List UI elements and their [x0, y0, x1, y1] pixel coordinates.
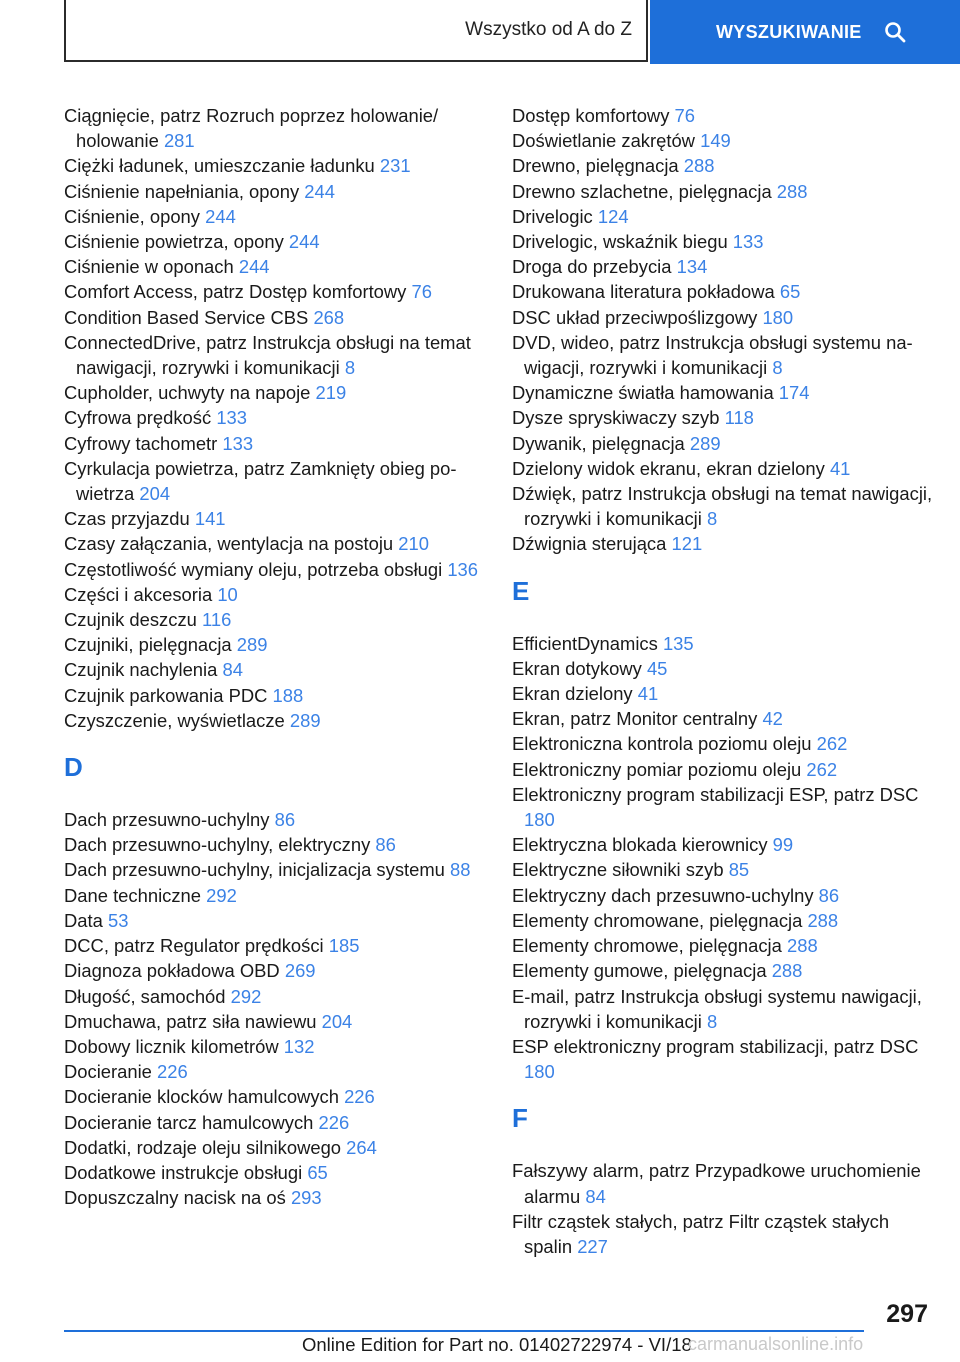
index-column-left [64, 103, 484, 1210]
page-reference-link[interactable]: 124 [597, 205, 629, 227]
index-entry [512, 782, 936, 832]
page-reference-link[interactable]: 84 [585, 1185, 606, 1207]
index-entry-text: Elementy gumowe, pielęgnacja [512, 960, 767, 982]
search-label: WYSZUKIWANIE [716, 21, 862, 42]
page-reference-link[interactable]: 210 [398, 533, 429, 555]
index-entry-text: Cyfrowa prędkość [64, 407, 212, 429]
page-reference-link[interactable]: 133 [222, 432, 254, 454]
page-reference-link[interactable]: 141 [194, 508, 226, 530]
index-entry-text: Dźwignia sterująca [512, 533, 667, 555]
index-entry [64, 607, 484, 632]
page-reference-link[interactable]: 76 [411, 281, 432, 303]
index-entry [512, 656, 936, 681]
page-reference-link[interactable]: 262 [806, 758, 838, 780]
page-reference-link[interactable]: 133 [216, 407, 247, 429]
page-reference-link[interactable]: 269 [284, 960, 316, 982]
page-reference-link[interactable]: 8 [344, 357, 356, 379]
index-entry [512, 531, 936, 556]
page-reference-link[interactable]: 288 [683, 155, 715, 177]
page-reference-link[interactable]: 204 [139, 483, 171, 505]
index-entry-text: Doświetlanie zakrętów [512, 130, 695, 152]
index-entry-text: Czas przyjazdu [64, 508, 190, 530]
index-entry-text: Dopuszczalny nacisk na oś [64, 1187, 286, 1209]
index-entry-text: Ciśnienie w oponach [64, 256, 234, 278]
index-entry-text: Czyszczenie, wyświetlacze [64, 709, 285, 731]
page-reference-link[interactable]: 219 [315, 382, 347, 404]
index-entry-text: Ekran, patrz Monitor centralny [512, 708, 758, 730]
index-entry [64, 683, 484, 708]
index-entry [64, 657, 484, 682]
page-reference-link[interactable]: 132 [283, 1035, 315, 1057]
index-entry-text: Elektryczne siłowniki szyb [512, 859, 724, 881]
index-entry-text: Ciśnienie powietrza, opony [64, 231, 284, 253]
page-reference-link[interactable]: 42 [762, 708, 783, 730]
index-entry [64, 1160, 484, 1185]
index-entry [64, 103, 484, 153]
index-entry [64, 431, 484, 456]
index-entry [512, 1034, 936, 1084]
index-entry [512, 456, 936, 481]
index-entry-text: Data [64, 909, 103, 931]
index-entry [512, 681, 936, 706]
index-entry [512, 832, 936, 857]
index-letter-heading: F [512, 1103, 528, 1134]
index-entry-text: Czujnik parkowania PDC [64, 684, 268, 706]
index-entry-text: Cyrkulacja powietrza, patrz Zamknięty obieg powietrza [64, 457, 457, 505]
index-entry [512, 431, 936, 456]
index-entry [64, 933, 484, 958]
page-reference-link[interactable]: 188 [272, 684, 304, 706]
index-entry-text: Części i akcesoria [64, 583, 213, 605]
index-entry-text: Drivelogic, wskaźnik biegu [512, 231, 728, 253]
index-entry [64, 229, 484, 254]
index-entry-text: Ciężki ładunek, umieszczanie ładunku [64, 155, 375, 177]
index-entry-text: Drewno szlachetne, pielęgnacja [512, 180, 772, 202]
index-entry [512, 1209, 936, 1259]
page-reference-link[interactable]: 8 [772, 357, 783, 379]
index-entry-text: Docieranie tarcz hamulcowych [64, 1111, 314, 1133]
index-entry [64, 807, 484, 832]
page-reference-link[interactable]: 180 [762, 306, 794, 328]
index-entry [64, 531, 484, 556]
index-entry-text: Dach przesuwno-uchylny [64, 809, 270, 831]
index-entry-text: Ekran dotykowy [512, 657, 642, 679]
index-column-right [512, 103, 936, 1259]
index-entry [512, 857, 936, 882]
page-reference-link[interactable]: 41 [829, 457, 851, 479]
page-reference-link[interactable]: 180 [524, 809, 555, 831]
index-entry-text: Filtr cząstek stałych, patrz Filtr cząstek stałych spalin [512, 1210, 890, 1257]
page-reference-link[interactable]: 292 [206, 884, 237, 906]
index-entry-text: ConnectedDrive, patrz Instrukcja obsługi na temat nawigacji, rozrywki i komunikacji [64, 331, 471, 379]
index-entry-text: Dach przesuwno-uchylny, inicjalizacja systemu [64, 859, 445, 881]
index-entry-text: Fałszywy alarm, patrz Przypadkowe uruchomienie alarmu [512, 1160, 921, 1207]
index-entry [64, 1034, 484, 1059]
page-reference-link[interactable]: 244 [288, 231, 320, 253]
index-entry [512, 731, 936, 756]
index-entry [64, 708, 484, 733]
page-reference-link[interactable]: 281 [163, 130, 195, 152]
page-reference-link[interactable]: 289 [289, 709, 321, 731]
index-entry-text: Czujnik nachylenia [64, 659, 218, 681]
index-entry [64, 405, 484, 430]
index-entry [512, 757, 936, 782]
index-entry-text: Dynamiczne światła hamowania [512, 382, 774, 404]
page-reference-link[interactable]: 174 [778, 382, 810, 404]
index-entry [512, 933, 936, 958]
tab-a-to-z[interactable] [64, 0, 648, 62]
index-entry [64, 254, 484, 279]
index-entry [512, 631, 936, 656]
index-entry [64, 908, 484, 933]
index-entry-text: Dodatki, rodzaje oleju silnikowego [64, 1136, 342, 1158]
page-reference-link[interactable]: 289 [236, 634, 268, 656]
index-entry-text: Cupholder, uchwyty na napoje [64, 382, 311, 404]
index-entry-text: Docieranie [64, 1061, 152, 1083]
index-entry [64, 179, 484, 204]
page-reference-link[interactable]: 86 [375, 834, 396, 856]
page-reference-link[interactable]: 85 [728, 859, 750, 881]
index-entry [512, 706, 936, 731]
page-reference-link[interactable]: 244 [205, 205, 236, 227]
index-entry-text: Dmuchawa, patrz siła nawiewu [64, 1010, 317, 1032]
index-entry [64, 330, 484, 380]
index-entry [64, 1059, 484, 1084]
page-reference-link[interactable]: 180 [524, 1061, 555, 1083]
index-entry [64, 832, 484, 857]
index-entry-text: Czujnik deszczu [64, 609, 197, 631]
page-reference-link[interactable]: 65 [779, 281, 801, 303]
page-reference-link[interactable]: 121 [671, 533, 703, 555]
page-reference-link[interactable]: 244 [238, 256, 270, 278]
page-reference-link[interactable]: 118 [724, 407, 754, 429]
index-entry-text: Długość, samochód [64, 985, 226, 1007]
page-reference-link[interactable]: 65 [307, 1161, 328, 1183]
index-entry [512, 204, 936, 229]
page-reference-link[interactable]: 134 [676, 256, 708, 278]
index-entry-text: Dostęp komfortowy [512, 105, 670, 126]
index-entry-text: EfficientDynamics [512, 632, 658, 654]
index-entry-text: Dywanik, pielęgnacja [512, 432, 685, 454]
page-reference-link[interactable]: 86 [818, 884, 840, 906]
index-entry-text: Częstotliwość wymiany oleju, potrzeba obsługi [64, 558, 443, 580]
footer-divider [64, 1330, 864, 1332]
index-entry [512, 883, 936, 908]
index-entry-text: E-mail, patrz Instrukcja obsługi systemu nawigacji, rozrywki i komunikacji [512, 985, 922, 1032]
index-entry [512, 179, 936, 204]
index-entry-text: Ciśnienie, opony [64, 205, 200, 227]
page-reference-link[interactable]: 293 [290, 1187, 322, 1209]
magnifier-icon [884, 21, 906, 43]
index-entry-text: Ekran dzielony [512, 683, 633, 705]
index-entry-text: Elektryczny dach przesuwno-uchylny [512, 884, 814, 906]
index-entry-text: Dach przesuwno-uchylny, elektryczny [64, 834, 371, 856]
index-entry [64, 1084, 484, 1109]
index-entry [512, 128, 936, 153]
index-entry [512, 103, 936, 128]
index-entry-text: Ciągnięcie, patrz Rozruch poprzez holowanie/ holowanie [64, 105, 439, 152]
index-entry [64, 153, 484, 178]
index-entry [64, 958, 484, 983]
page-reference-link[interactable]: 86 [274, 809, 296, 831]
index-entry-text: Docieranie klocków hamulcowych [64, 1086, 339, 1108]
index-entry-text: Czujniki, pielęgnacja [64, 634, 232, 656]
index-entry-text: Dobowy licznik kilometrów [64, 1035, 279, 1057]
tab-a-to-z-label: Wszystko od A do Z [465, 19, 632, 40]
page-reference-link[interactable]: 8 [706, 508, 718, 530]
page-reference-link[interactable]: 226 [318, 1111, 350, 1133]
page-header [64, 0, 960, 66]
index-entry [512, 908, 936, 933]
search-button[interactable] [650, 0, 960, 64]
index-entry-text: Elektryczna blokada kierownicy [512, 834, 768, 856]
page-reference-link[interactable]: 288 [787, 935, 818, 957]
index-entry [512, 380, 936, 405]
index-entry [64, 1009, 484, 1034]
page-reference-link[interactable]: 262 [816, 733, 848, 755]
page-reference-link[interactable]: 136 [447, 558, 479, 580]
index-entry [64, 456, 484, 506]
page-reference-link[interactable]: 10 [217, 583, 238, 605]
index-entry-text: Dane techniczne [64, 884, 201, 906]
index-entry-text: Elektroniczna kontrola poziomu oleju [512, 733, 812, 755]
page-reference-link[interactable]: 133 [732, 231, 764, 253]
index-entry [512, 1158, 936, 1208]
index-entry-text: Condition Based Service CBS [64, 306, 309, 328]
page-reference-link[interactable]: 231 [379, 155, 411, 177]
index-entry [512, 958, 936, 983]
page-reference-link[interactable]: 99 [772, 834, 794, 856]
index-entry-text: DVD, wideo, patrz Instrukcja obsługi systemu nawigacji, rozrywki i komunikacji [512, 331, 913, 379]
page-reference-link[interactable]: 264 [346, 1136, 377, 1158]
index-entry [512, 279, 936, 304]
page-reference-link[interactable]: 288 [771, 960, 803, 982]
index-entry [512, 305, 936, 330]
page-reference-link[interactable]: 116 [202, 609, 232, 631]
index-entry-text: Ciśnienie napełniania, opony [64, 180, 300, 202]
page-reference-link[interactable]: 45 [646, 657, 668, 679]
index-entry-text: Cyfrowy tachometr [64, 432, 218, 454]
index-entry [64, 1135, 484, 1160]
index-entry [64, 1110, 484, 1135]
index-entry [512, 229, 936, 254]
index-entry [64, 582, 484, 607]
index-entry-text: DSC układ przeciwpoślizgowy [512, 306, 758, 328]
index-entry [64, 857, 484, 882]
page-reference-link[interactable]: 53 [107, 909, 129, 931]
index-entry [64, 557, 484, 582]
page-reference-link[interactable]: 135 [662, 632, 694, 654]
index-entry-text: Comfort Access, patrz Dostęp komfortowy [64, 281, 407, 303]
index-entry-text: Droga do przebycia [512, 256, 672, 278]
index-entry [512, 254, 936, 279]
page-reference-link[interactable]: 226 [157, 1061, 188, 1083]
index-entry [64, 380, 484, 405]
index-entry-text: Dźwięk, patrz Instrukcja obsługi na temat nawigacji, rozrywki i komunikacji [512, 483, 933, 530]
page-reference-link[interactable]: 292 [230, 985, 262, 1007]
index-entry-text: Drewno, pielęgnacja [512, 155, 679, 177]
page-reference-link[interactable]: 268 [313, 306, 345, 328]
index-entry-text: Czasy załączania, wentylacja na postoju [64, 533, 394, 555]
index-entry [64, 883, 484, 908]
index-entry-text: Elementy chromowe, pielęgnacja [512, 935, 782, 957]
index-entry [64, 506, 484, 531]
page-reference-link[interactable]: 288 [776, 180, 808, 202]
page-reference-link[interactable]: 204 [321, 1010, 353, 1032]
index-entry-text: Elektroniczny pomiar poziomu oleju [512, 758, 802, 780]
index-entry [64, 279, 484, 304]
index-entry-text: Diagnoza pokładowa OBD [64, 960, 280, 982]
page-reference-link[interactable]: 185 [328, 935, 360, 957]
index-entry [512, 481, 936, 531]
page-reference-link[interactable]: 8 [706, 1010, 718, 1032]
page-reference-link[interactable]: 227 [577, 1235, 608, 1257]
index-entry-text: Elementy chromowane, pielęgnacja [512, 909, 803, 931]
page-reference-link[interactable]: 288 [807, 909, 839, 931]
index-entry [512, 405, 936, 430]
index-entry-text: Dzielony widok ekranu, ekran dzielony [512, 457, 825, 479]
watermark: carmanualsonline.info [688, 1334, 864, 1354]
index-entry [64, 204, 484, 229]
index-entry [64, 1185, 484, 1210]
index-entry [512, 153, 936, 178]
index-entry [64, 632, 484, 657]
index-entry-text: DCC, patrz Regulator prędkości [64, 935, 324, 957]
index-entry-text: Drivelogic [512, 205, 593, 227]
page-reference-link[interactable]: 244 [304, 180, 335, 202]
page-reference-link[interactable]: 84 [222, 659, 243, 681]
page-reference-link[interactable]: 289 [689, 432, 721, 454]
index-entry-text: Dodatkowe instrukcje obsługi [64, 1161, 303, 1183]
index-entry-text: Dysze spryskiwaczy szyb [512, 407, 720, 429]
page-reference-link[interactable]: 41 [637, 683, 659, 705]
index-entry-text: Drukowana literatura pokładowa [512, 281, 775, 303]
index-entry [64, 305, 484, 330]
page-reference-link[interactable]: 226 [344, 1086, 375, 1108]
page-reference-link[interactable]: 76 [674, 105, 695, 126]
page-reference-link[interactable]: 88 [450, 859, 471, 881]
page-number: 297 [886, 1300, 928, 1328]
index-entry [512, 330, 936, 380]
index-letter-heading: D [64, 752, 83, 783]
index-entry-text: ESP elektroniczny program stabilizacji, patrz DSC [512, 1035, 919, 1057]
index-entry [512, 984, 936, 1034]
index-entry-text: Elektroniczny program stabilizacji ESP, patrz DSC [512, 783, 919, 805]
page-reference-link[interactable]: 149 [700, 130, 731, 152]
edition-text: Online Edition for Part no. 01402722974 - VI/18 [302, 1334, 692, 1355]
index-letter-heading: E [512, 575, 530, 606]
index-entry [64, 984, 484, 1009]
